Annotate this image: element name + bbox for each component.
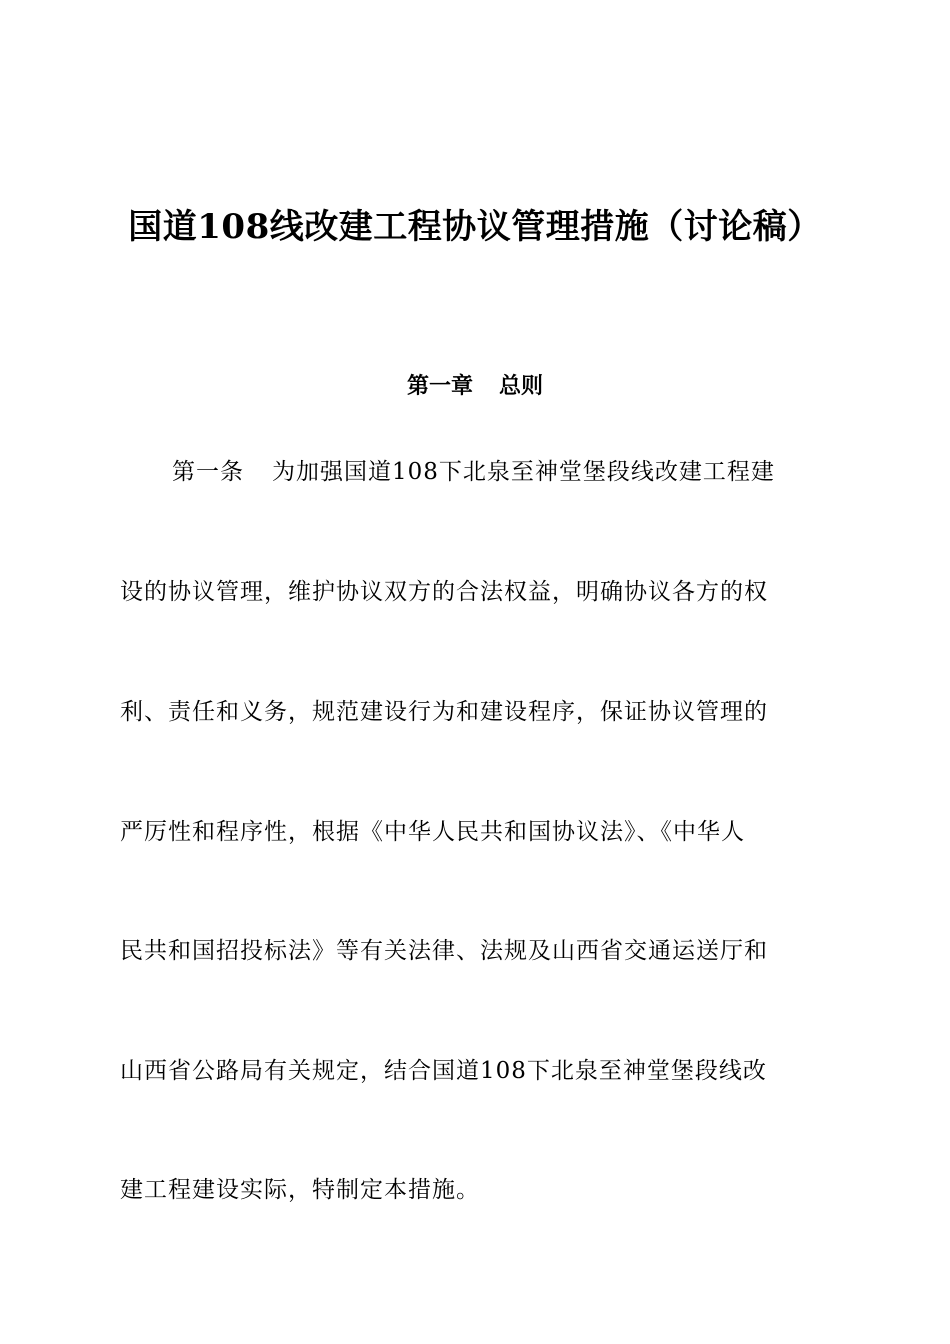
chapter-name: 总则 xyxy=(499,374,544,399)
document-title: 国道108线改建工程协议管理措施（讨论稿） xyxy=(128,207,822,247)
article-line: 民共和国招投标法》等有关法律、法规及山西省交通运送厅和 xyxy=(120,938,768,964)
chapter-heading xyxy=(0,370,950,404)
article-line xyxy=(172,457,824,487)
article-line: 建工程建设实际，特制定本措施。 xyxy=(120,1177,480,1203)
article-text: 为加强国道108下北泉至神堂堡段线改建工程建 xyxy=(272,459,775,485)
article-label: 第一条 xyxy=(172,459,244,485)
article-line: 山西省公路局有关规定，结合国道108下北泉至神堂堡段线改 xyxy=(120,1058,767,1084)
article-line: 利、责任和义务，规范建设行为和建设程序，保证协议管理的 xyxy=(120,699,768,725)
article-line: 设的协议管理，维护协议双方的合法权益，明确协议各方的权 xyxy=(120,579,768,605)
article-line: 严厉性和程序性，根据《中华人民共和国协议法》、《中华人 xyxy=(120,819,745,845)
chapter-number: 第一章 xyxy=(406,374,473,399)
